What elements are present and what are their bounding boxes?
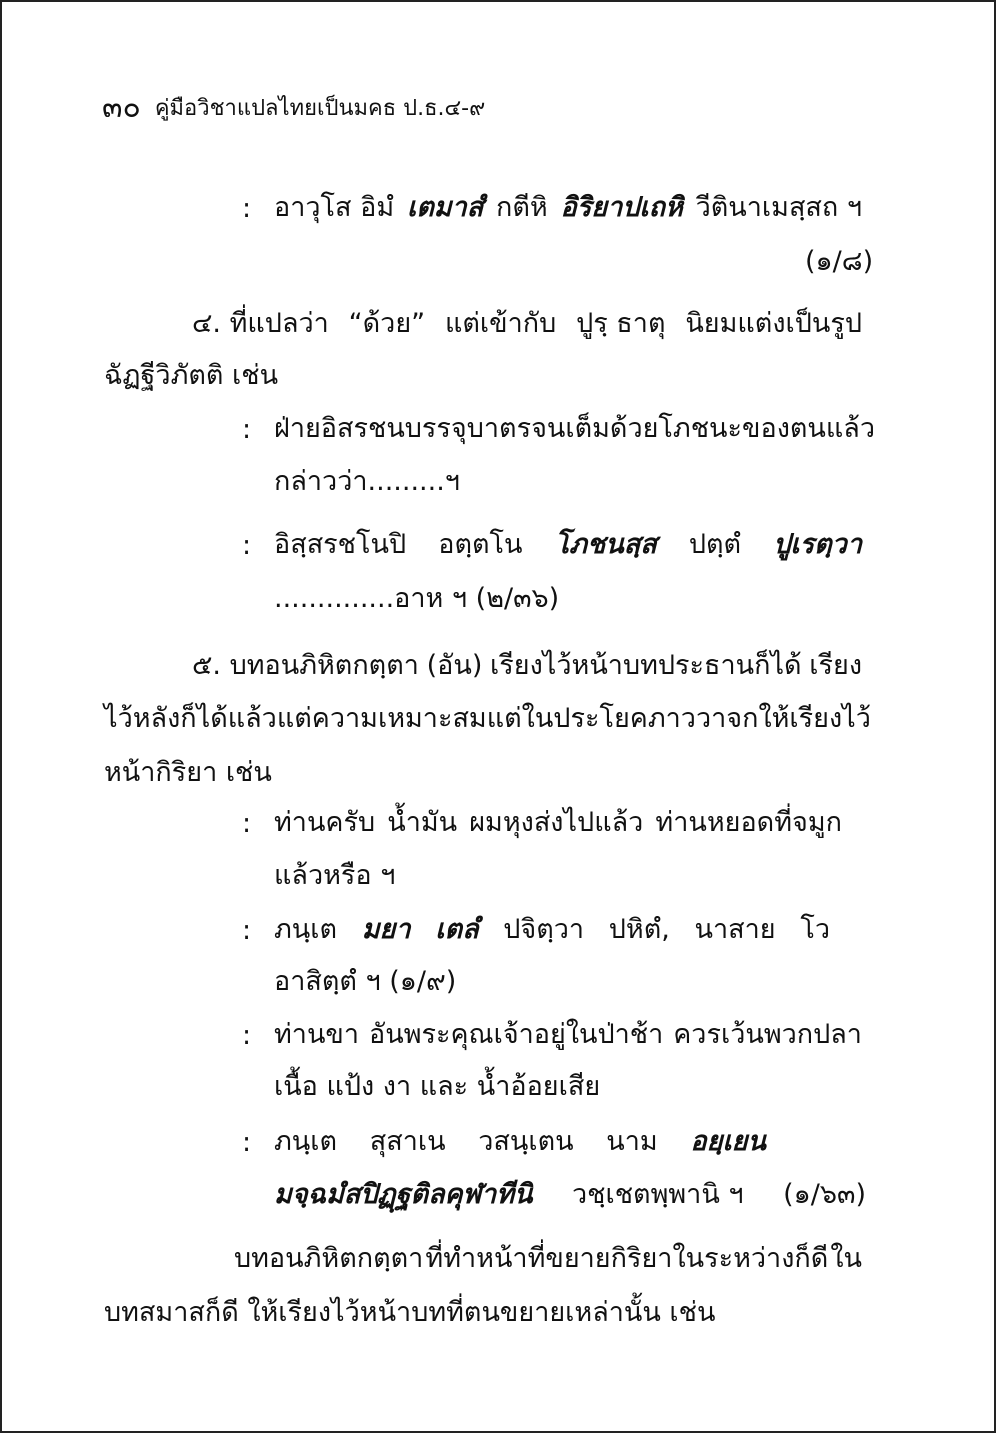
- pali-word: ภนฺเต: [274, 914, 338, 945]
- pali-emphasis: เตมาสํ: [406, 192, 484, 223]
- pali-example-line: [274, 1128, 766, 1155]
- example-colon: :: [242, 808, 252, 839]
- pali-emphasis: มจฺฉมํสปิฏฺฐติลคุฬาทีนิ: [274, 1179, 533, 1210]
- pali-word: ปตฺตํ: [688, 529, 742, 560]
- pali-emphasis: มยา: [361, 914, 411, 945]
- item-5-line-3: หน้ากิริยา เช่น: [104, 757, 272, 788]
- item-4-line-2: ฉัฏฐีวิภัตติ เช่น: [104, 360, 279, 391]
- pali-word: ปจิตฺวา: [503, 914, 585, 945]
- citation-ref: (๑/๖๓): [783, 1179, 866, 1210]
- item-5-line-2: [104, 703, 871, 734]
- page-number: ๓๐: [102, 90, 141, 125]
- text-segment: “ด้วย”: [348, 308, 426, 339]
- item-4-line-1: [192, 310, 862, 337]
- text-segment: นิยมแต่งเป็นรูป: [685, 308, 862, 339]
- thai-example-line-2: กล่าวว่า.........ฯ: [274, 466, 460, 497]
- pali-word: นาม: [606, 1126, 658, 1157]
- thai-example-line-1: [274, 1021, 862, 1048]
- text-segment: ให้เรียงไว้: [758, 703, 871, 734]
- text-segment: แต่เข้ากับ: [444, 308, 557, 339]
- pali-example-line-2: อาสิตฺตํ ฯ (๑/๙): [274, 966, 457, 997]
- text-segment: ไว้หลังก็ได้: [104, 703, 228, 734]
- pali-emphasis: ปูเรตฺวา: [773, 529, 862, 560]
- example-colon: :: [242, 193, 252, 224]
- text-segment: แต่ในประโยคภาววาจก: [486, 703, 759, 734]
- running-header: [102, 84, 485, 131]
- example-colon: :: [242, 414, 252, 445]
- pali-word: อาวุโส อิมํ: [274, 192, 395, 223]
- citation-ref: (๑/๘): [805, 246, 874, 277]
- example-colon: :: [242, 915, 252, 946]
- text-segment: ปูรฺ ธาตุ: [576, 308, 666, 339]
- text-segment: ท่านครับ: [274, 807, 376, 838]
- thai-example-line-2: เนื้อ แป้ง งา และ น้ำอ้อยเสีย: [274, 1071, 601, 1102]
- example-colon: :: [242, 530, 252, 561]
- pali-word: วสนฺเตน: [478, 1126, 574, 1157]
- text-segment: เรียง: [809, 650, 862, 681]
- pali-example-line: [274, 194, 862, 221]
- text-segment: น้ำมัน: [387, 807, 458, 838]
- pali-example-line-2: ..............อาห ฯ (๒/๓๖): [274, 583, 560, 614]
- pali-emphasis: เตลํ: [435, 914, 479, 945]
- text-segment: ผมหุงส่งไปแล้ว: [469, 807, 644, 838]
- text-segment: ๕. บทอนภิหิตกตฺตา: [192, 650, 419, 681]
- text-segment: ควรเว้นพวกปลา: [673, 1019, 862, 1050]
- thai-example-line-1: ฝ่ายอิสรชนบรรจุบาตรจนเต็มด้วยโภชนะของตนแล้ว: [274, 413, 875, 444]
- thai-example-line-2: แล้วหรือ ฯ: [274, 860, 396, 891]
- pali-word: กตีหิ: [496, 192, 548, 223]
- pali-word: นาสาย: [694, 914, 776, 945]
- pali-word: โว: [800, 914, 830, 945]
- pali-word: สุสาเน: [369, 1126, 446, 1157]
- text-segment: บทอนภิหิตกตฺตา: [234, 1243, 424, 1274]
- pali-example-line: [274, 531, 862, 558]
- pali-example-line-2: [274, 1181, 866, 1208]
- pali-emphasis: อยฺเยน: [690, 1126, 766, 1157]
- pali-emphasis: โภชนสฺส: [554, 529, 657, 560]
- pali-word: ปหิตํ,: [608, 914, 670, 945]
- pali-emphasis: อิริยาปเถหิ: [560, 192, 683, 223]
- pali-word: อิสฺสรชโนปิ: [274, 529, 407, 560]
- text-segment: เรียงไว้หน้าบทประธานก็ได้: [490, 650, 802, 681]
- text-segment: (อัน): [426, 650, 483, 681]
- text-segment: ที่ทำหน้าที่ขยายกิริยาในระหว่างก็ดี: [425, 1243, 829, 1274]
- text-segment: ท่านขา: [274, 1019, 360, 1050]
- book-title: คู่มือวิชาแปลไทยเป็นมคธ ป.ธ.๔-๙: [154, 96, 486, 121]
- pali-word: วีตินาเมสฺสถ ฯ: [695, 192, 862, 223]
- text-segment: ท่านหยอดที่จมูก: [655, 807, 842, 838]
- text-segment: ๔. ที่แปลว่า: [192, 308, 329, 339]
- text-segment: ใน: [830, 1243, 862, 1274]
- closing-line-1: [234, 1245, 862, 1272]
- item-5-line-1: [192, 652, 862, 679]
- text-segment: อันพระคุณเจ้าอยู่ในป่าช้า: [369, 1019, 664, 1050]
- thai-example-line-1: [274, 809, 842, 836]
- closing-line-2: บทสมาสก็ดี ให้เรียงไว้หน้าบทที่ตนขยายเหล่านั้น เช่น: [104, 1297, 716, 1328]
- pali-word: อตฺตโน: [438, 529, 523, 560]
- pali-word: วชฺเชตพฺพานิ ฯ: [572, 1179, 744, 1210]
- text-segment: แล้วแต่ความเหมาะสม: [227, 703, 487, 734]
- pali-example-line: [274, 916, 830, 943]
- example-colon: :: [242, 1127, 252, 1158]
- pali-word: ภนฺเต: [274, 1126, 338, 1157]
- example-colon: :: [242, 1020, 252, 1051]
